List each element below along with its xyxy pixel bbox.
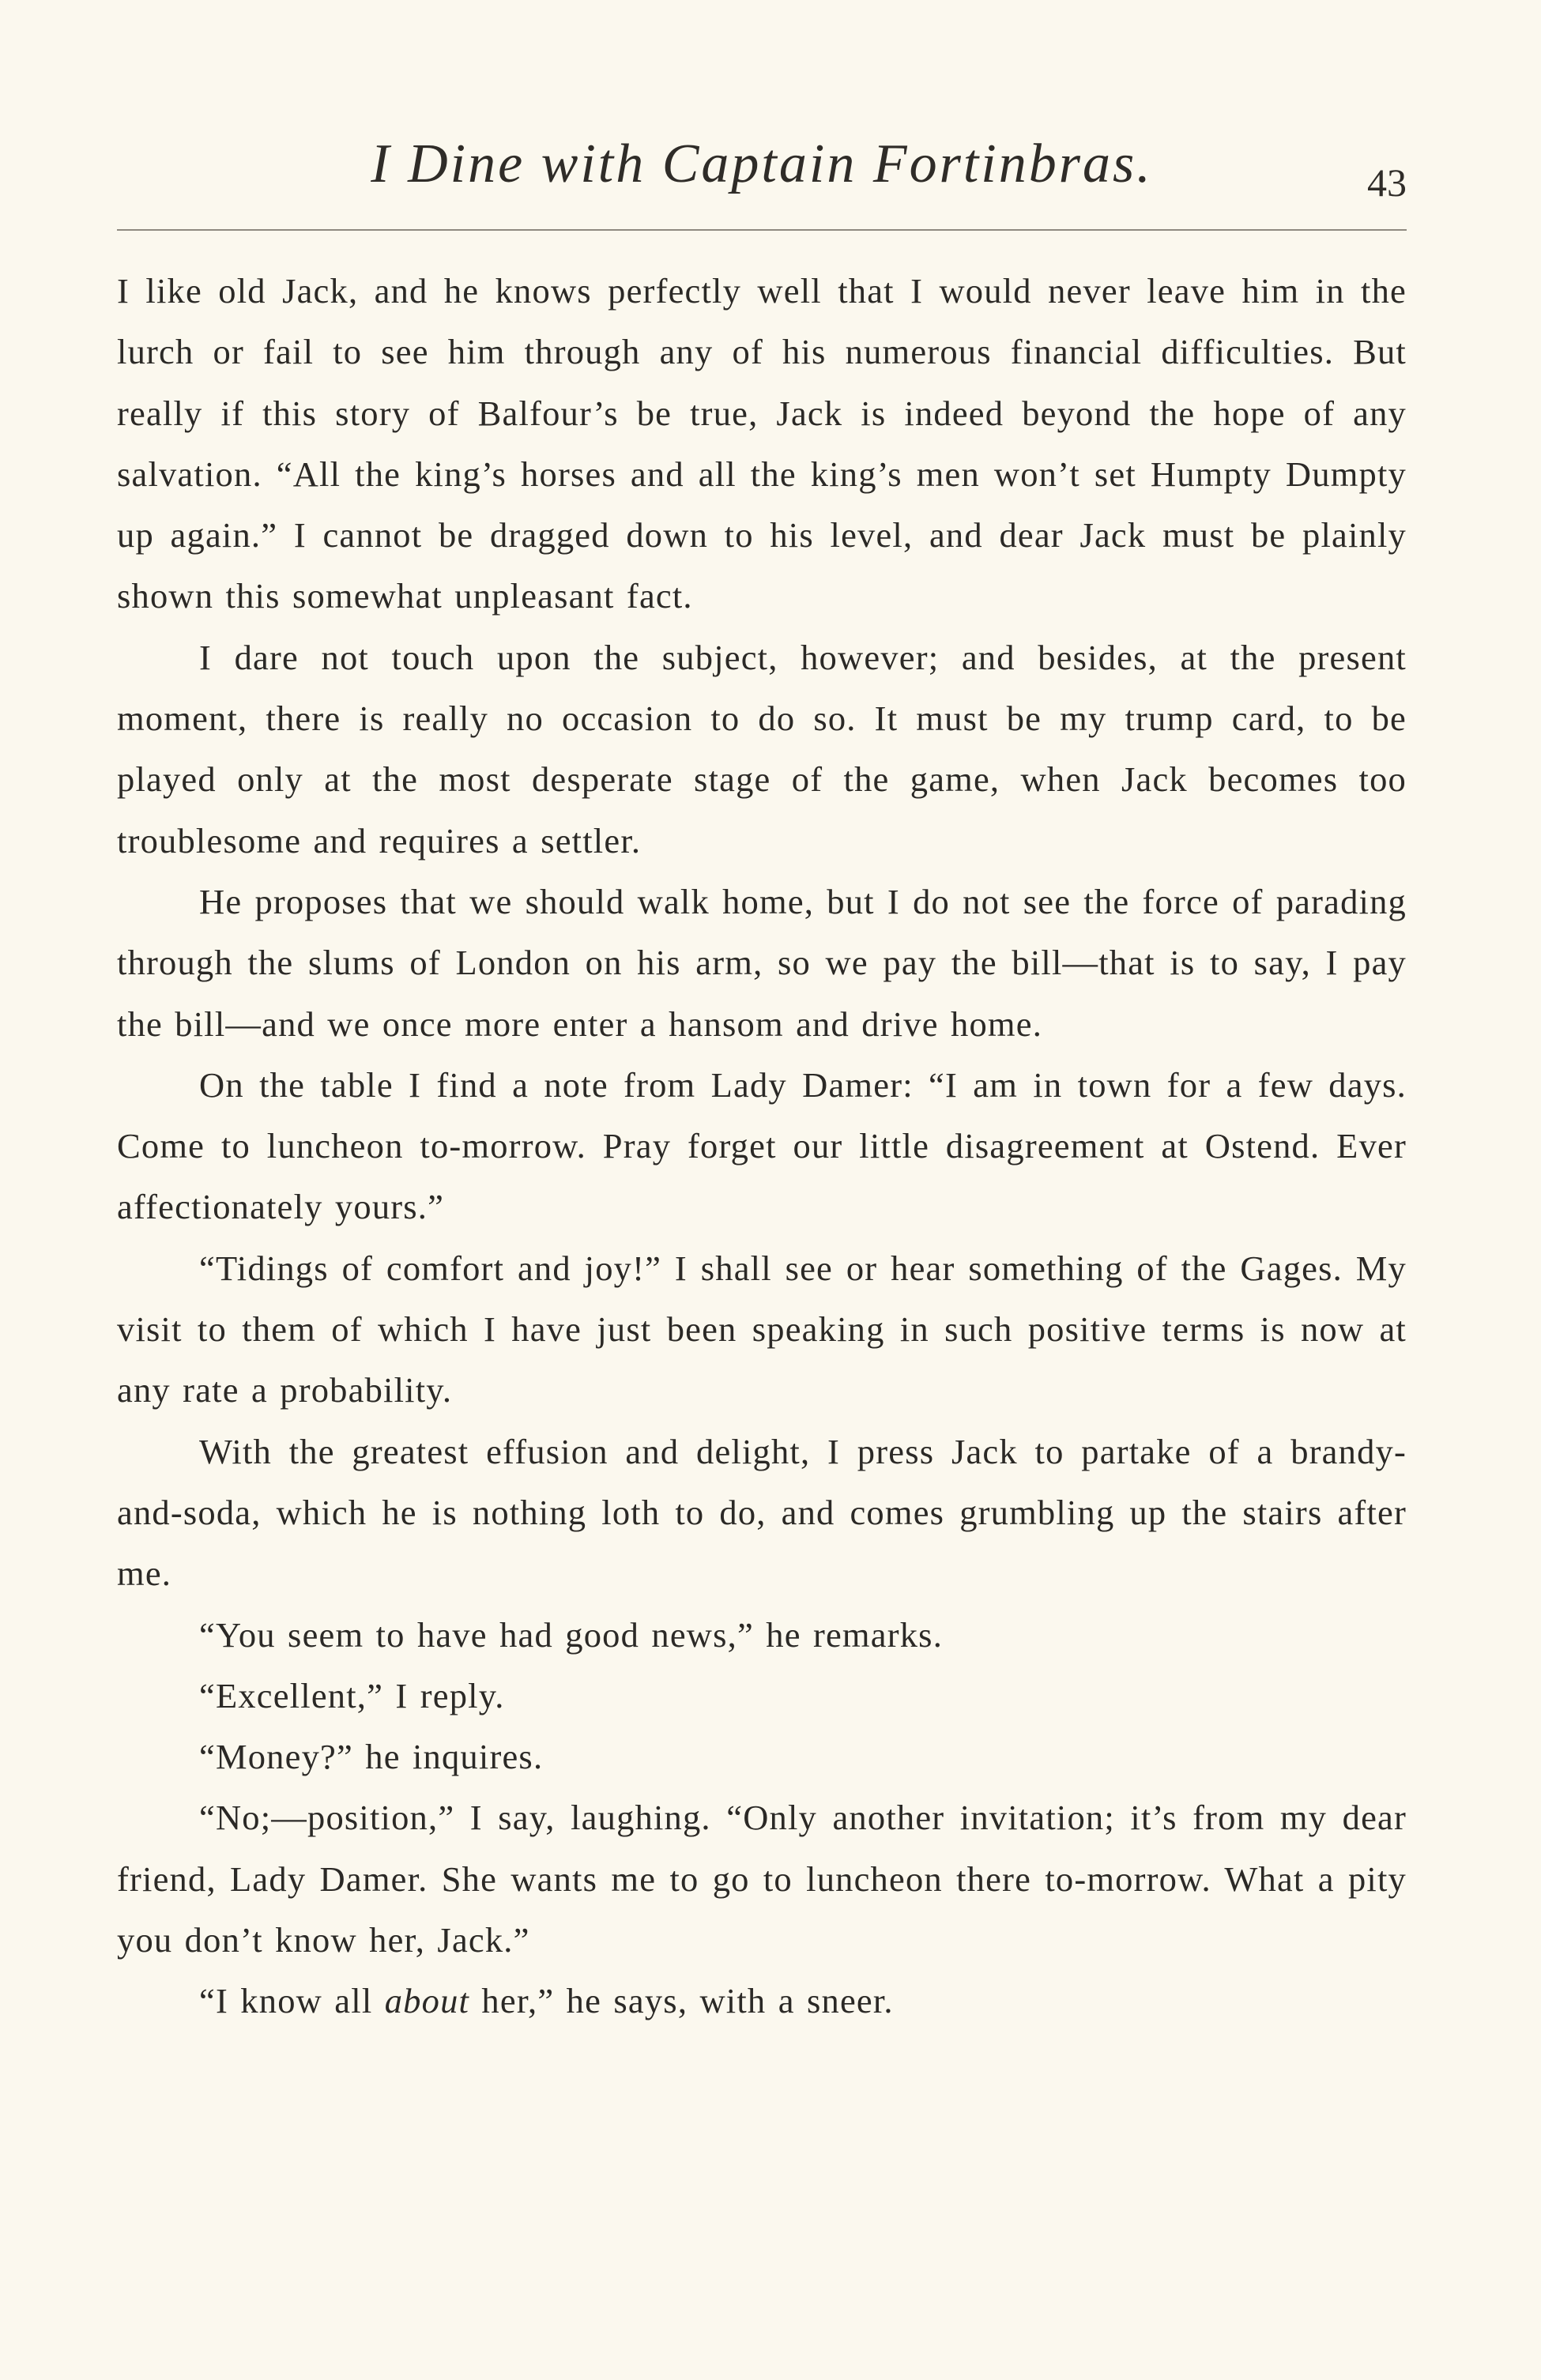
paragraph: “Tidings of comfort and joy!” I shall see or hear something of the Gages. My visit to them of which I have just been speaking in such positive terms is now at any rate a probability. bbox=[117, 1248, 1407, 1410]
line-text-before: “I know all bbox=[199, 1981, 385, 2021]
paragraph: With the greatest effusion and delight, I press Jack to partake of a brandy-and-soda, which he is nothing loth to do, and comes grumbling up the stairs after me. bbox=[117, 1431, 1407, 1594]
running-head: I Dine with Captain Fortinbras. bbox=[371, 134, 1153, 194]
line-text-after: her,” he says, with a sneer. bbox=[469, 1981, 894, 2021]
header-rule bbox=[117, 229, 1407, 231]
paragraph: On the table I find a note from Lady Damer: “I am in town for a few days. Come to luncheon to-morrow. Pray forget our little disagreement at Ostend. Ever affectionately yours.” bbox=[117, 1064, 1407, 1227]
paragraph: I like old Jack, and he knows perfectly well that I would never leave him in the lurch or fail to see him through any of his numerous financial difficulties. But really if this story of Balfour’s be true, Jack is indeed beyond the hope of any salvation. “All the king’s horses and all the king’s men won’t set Humpty Dumpty up again.” I cannot be dragged down to his level, and dear Jack must be plainly shown this somewhat unpleasant fact. bbox=[117, 271, 1407, 616]
paragraph: “No;—position,” I say, laughing. “Only another invitation; it’s from my dear friend, Lady Damer. She wants me to go to luncheon there to-morrow. What a pity you don’t know her, Jack.” bbox=[117, 1798, 1407, 1960]
dialogue-line: “You seem to have had good news,” he remarks. bbox=[199, 1614, 944, 1655]
dialogue-line: “Excellent,” I reply. bbox=[199, 1675, 505, 1715]
body-text bbox=[117, 261, 1407, 2032]
dialogue-line: “Money?” he inquires. bbox=[199, 1737, 544, 1777]
paragraph: He proposes that we should walk home, but I do not see the force of parading through the slums of London on his arm, so we pay the bill—that is to say, I pay the bill—and we once more enter a hansom and drive home. bbox=[117, 881, 1407, 1044]
final-dialogue-line bbox=[117, 1971, 1407, 2032]
page-header bbox=[117, 119, 1407, 205]
page-number: 43 bbox=[1367, 160, 1407, 205]
italic-emphasis: about bbox=[384, 1981, 470, 2021]
paragraph: I dare not touch upon the subject, however; and besides, at the present moment, there is really no occasion to do so. It must be my trump card, to be played only at the most desperate stage of the game, when Jack becomes too troublesome and requires a settler. bbox=[117, 637, 1407, 860]
